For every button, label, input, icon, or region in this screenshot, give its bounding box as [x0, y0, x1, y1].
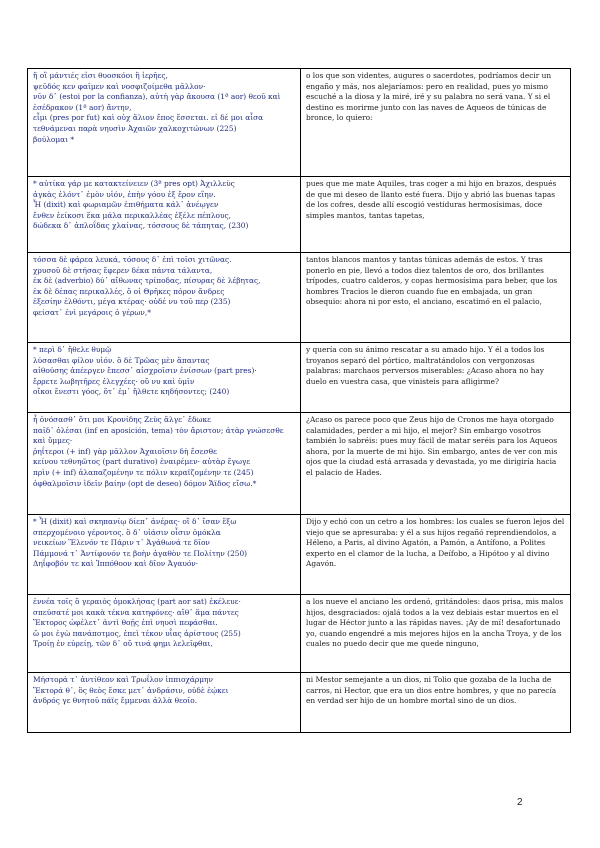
greek-line: * αὐτίκα γάρ με κατακτείνειεν (3ª pres opt) Ἀχιλλεὺς — [33, 179, 235, 188]
greek-line: Πάμμονά τ᾽ Ἀντίφονόν τε βοὴν ἀγαθὸν τε Πολίτην (250) — [33, 548, 248, 558]
greek-line: Μήστορά τ᾽ ἀντίθεον καὶ Τρωΐλον ἱππιοχάρμην — [33, 675, 213, 684]
greek-line: παῖδ᾽ ὀλέσαι (inf en aposición, tema) τὸν ἄριστον; ἀτὰρ γνώσεσθε — [33, 425, 284, 435]
greek-line: ἔρρετε λωβητῆρες ἐλεγχέες· οὔ νυ καὶ ὑμῖν — [33, 376, 195, 386]
greek-line: σπερχομένοιο γέροντος. ὃ δ᾽ υἱάσιν οἷσιν ὁμόκλα — [33, 527, 221, 537]
greek-line: ὀφθαλμοῖσιν ἰδεῖν βαίην (opt de deseo) δόμον Ἄϊδος εἴσω.* — [33, 478, 257, 488]
greek-cell — [28, 673, 301, 733]
greek-line: αἰθούσης ἀπέεργεν ἔπεσσ᾽ αἰσχροῖσιν ἐνίσσων (part pres)· — [33, 366, 257, 376]
greek-line: πρὶν (+ inf) ἀλαπαζομένην τε πόλιν κεραϊζομένην τε (245) — [33, 467, 254, 477]
greek-line: τόσσα δὲ φάρεα λευκά, τόσους δ᾽ ἐπὶ τοῖσι χιτῶνας. — [33, 255, 232, 264]
table-row — [28, 177, 571, 253]
greek-cell — [28, 69, 301, 177]
greek-cell — [28, 413, 301, 515]
greek-cell — [28, 595, 301, 673]
spanish-cell: y quería con su ánimo rescatar a su amado hijo. Y él a todos los troyanos separó del pórtico, maltratándolos con vergonzosas palabras: marchaos perversos miserables: ¿Acaso ahora no hay duelo en vuestra casa, que vinisteis para afligirme? — [301, 343, 571, 413]
table-row — [28, 343, 571, 413]
greek-line: λύσασθαι φίλον υἱόν. ὃ δὲ Τρῶας μὲν ἅπαντας — [33, 355, 210, 365]
greek-line: ψεῦδός κεν φαῖμεν καὶ νοσφιζοίμεθα μᾶλλον· — [33, 81, 206, 91]
table-row — [28, 253, 571, 343]
greek-cell — [28, 177, 301, 253]
greek-line: ἤ οἳ μάντιές εἰσι θυοσκόοι ἢ ἱερῆες, — [33, 71, 168, 80]
greek-line: Τροίῃ ἐν εὐρείῃ, τῶν δ᾽ οὔ τινά φημι λελεῖφθαι, — [33, 639, 213, 649]
greek-line: δώδεκα δ᾽ ἁπλοΐδας χλαίνας, τόσσους δὲ τάπητας, (230) — [33, 221, 249, 231]
greek-line: ἐννέα τοῖς ὃ γεραιὸς ὁμοκλήσας (part aor sat) ἐκέλευε· — [33, 597, 241, 606]
greek-line: Ἦ (dixit) καὶ φωριαμῶν ἐπιθήματα κάλ᾽ ἀνέῳγεν — [33, 200, 219, 210]
greek-line: καὶ ὔμμες· — [33, 436, 73, 446]
spanish-cell: ¿Acaso os parece poco que Zeus hijo de Cronos me haya otorgado calamidades, perder a mi hijo, el mejor? Sin embargo vosotros también lo sabréis: pues muy fácil de matar seréis para los Aqueos ahora, por la muerte de mi hijo. Sin embargo, antes de ver con mis ojos que la ciudad está arrasada y devastada, yo me dirigiría hacia el palacio de Hades. — [301, 413, 571, 515]
greek-line: τεθνάμεναι παρὰ νηυσὶν Ἀχαιῶν χαλκοχιτώνων (225) — [33, 123, 237, 133]
table-row — [28, 413, 571, 515]
greek-line: Ἕκτορά θ᾽, ὃς θεὸς ἔσκε μετ᾽ ἀνδράσιν, οὐδὲ ἐῴκει — [33, 685, 229, 695]
greek-line: ἐσέδρακον (1ª aor) ἄντην, — [33, 102, 132, 112]
greek-line: ἐξεσίην ἐλθόντι, μέγα κτέρας· οὐδέ νυ τοῦ περ (235) — [33, 297, 231, 307]
page-number: 2 — [517, 797, 523, 808]
greek-line: οἴκοι ἔνεστι γόος, ὅτ᾽ ἐμ᾽ ἤλθετε κηδήσοντες; (240) — [33, 387, 230, 397]
greek-line: εἶμι (pres por fut) καὶ οὐχ ἅλιον ἔπος ἔσσεται. εἰ δέ μοι αἶσα — [33, 113, 264, 123]
greek-line: Δηΐφοβόν τε καὶ Ἱππόθοον καὶ δῖον Ἀγαυόν· — [33, 559, 199, 569]
spanish-cell: a los nueve el anciano les ordenó, gritándoles: daos prisa, mis malos hijos, desgraciados: ojalá todos a la vez debiais estar muertos en el lugar de Héctor junto a las rápidas naves. ¡Ay de mí! desafortunado yo, cuando engendré a mis mejores hijos en la ancha Troya, y de los cuales no puedo decir que me quede ninguno, — [301, 595, 571, 673]
greek-line: * Ἦ (dixit) καὶ σκηπανίῳ δίεπ᾽ ἀνέρας· οἳ δ᾽ ἴσαν ἔξω — [33, 517, 237, 526]
greek-line: κείνου τεθνηῶτος (part durativo) ἐναιρέμεν· αὐτὰρ ἔγωγε — [33, 457, 251, 467]
greek-line: νεικείων Ἕλενόν τε Πάριν τ᾽ Ἀγάθωνά τε δῖον — [33, 538, 210, 548]
greek-line: νῦν δ᾽ (estoi por la confianza), αὐτὴ γὰρ ἄκουσα (1ª aor) θεοῦ καὶ — [33, 92, 281, 102]
greek-cell — [28, 343, 301, 413]
greek-line: ὤ μοι ἐγὼ πανάποτμος, ἐπεὶ τέκον υἷας ἀρίστους (255) — [33, 628, 241, 638]
greek-line: * περὶ δ᾽ ἤθελε θυμῷ — [33, 345, 112, 354]
greek-line: ἐκ δὲ δέπας περικαλλές, ὅ οἱ Θρῆκες πόρον ἄνδρες — [33, 286, 225, 296]
greek-line: ῥηΐτεροι (+ inf) γὰρ μᾶλλον Ἀχαιοῖσιν δὴ ἔσεσθε — [33, 446, 217, 456]
greek-line: φείσατ᾽ ἐνὶ μεγάροις ὁ γέρων,* — [33, 307, 151, 317]
spanish-cell: ni Mestor semejante a un dios, ni Tolio que gozaba de la lucha de carros, ni Hector, que era un dios entre hombres, y que no parecía en verdad ser hijo de un hombre mortal sino de un dios. — [301, 673, 571, 733]
greek-line: σπεύσατέ μοι κακὰ τέκνα κατηφόνες· αἴθ᾽ ἅμα πάντες — [33, 607, 239, 617]
greek-line: ἀγκὰς ἑλόντ᾽ ἐμὸν υἱόν, ἐπὴν γόου ἐξ ἔρον εἵην. — [33, 189, 216, 199]
table-row — [28, 69, 571, 177]
table-row — [28, 515, 571, 595]
bilingual-table — [27, 68, 571, 733]
table-row — [28, 673, 571, 733]
greek-line: Ἕκτορος ὠφέλετ᾽ ἀντὶ θοῇς ἐπὶ νηυσὶ πεφάσθαι. — [33, 618, 218, 628]
greek-line: βούλομαι * — [33, 134, 75, 144]
spanish-cell: o los que son videntes, augures o sacerdotes, podríamos decir un engaño y más, nos alejaríamos: pero en realidad, pues yo mismo escuché a la diosa y la miré, iré y su palabra no será vana. Y si el destino es morirme junto con las naves de Aqueos de túnicas de bronce, lo quiero: — [301, 69, 571, 177]
spanish-cell: pues que me mate Aquiles, tras coger a mi hijo en brazos, después de que mi deseo de llanto esté fuera. Dijo y abrió las buenas tapas de los cofres, desde allí escogió vestiduras hermosísimas, doce simples mantos, tantas tapetas, — [301, 177, 571, 253]
table-row — [28, 595, 571, 673]
spanish-cell: tantos blancos mantos y tantas túnicas además de estos. Y tras ponerlo en pie, llevó a todos diez talentos de oro, dos brillantes trípodes, cuatro calderos, y copas hermosísima para beber, que los hombres Tracios le dieron cuando fue en embajada, un gran obsequio: ahora ni por esto, el anciano, escatimó en el palacio, — [301, 253, 571, 343]
greek-cell — [28, 253, 301, 343]
greek-cell — [28, 515, 301, 595]
greek-line: ἔνθεν ἐείκοσι ἕκα μάλα περικαλλέας ἐξέλε πέπλους, — [33, 210, 231, 220]
greek-line: ἐκ δὲ (adverbio) δύ᾽ αἴθωνας τρίποδας, πίσυρας δὲ λέβητας, — [33, 276, 261, 286]
spanish-cell: Dijo y echó con un cetro a los hombres: los cuales se fueron lejos del viejo que se apresuraba: y él a sus hijos regañó reprendiendolos, a Héleno, a Paris, al divino Agatón, a Pamón, a Antífono, a Polites experto en el clamor de la lucha, a Deífobo, a Hipótoo y al divino Agavón. — [301, 515, 571, 595]
greek-line: ἦ ὀνόσασθ᾽ ὅτι μοι Κρονίδης Ζεὺς ἄλγε᾽ ἔδωκε — [33, 415, 211, 424]
greek-line: χρυσοῦ δὲ στήσας ἔφερεν δέκα πάντα τάλαντα, — [33, 265, 213, 275]
greek-line: ἀνδρός γε θνητοῦ πάϊς ἔμμεναι ἀλλὰ θεοῖο. — [33, 696, 198, 706]
